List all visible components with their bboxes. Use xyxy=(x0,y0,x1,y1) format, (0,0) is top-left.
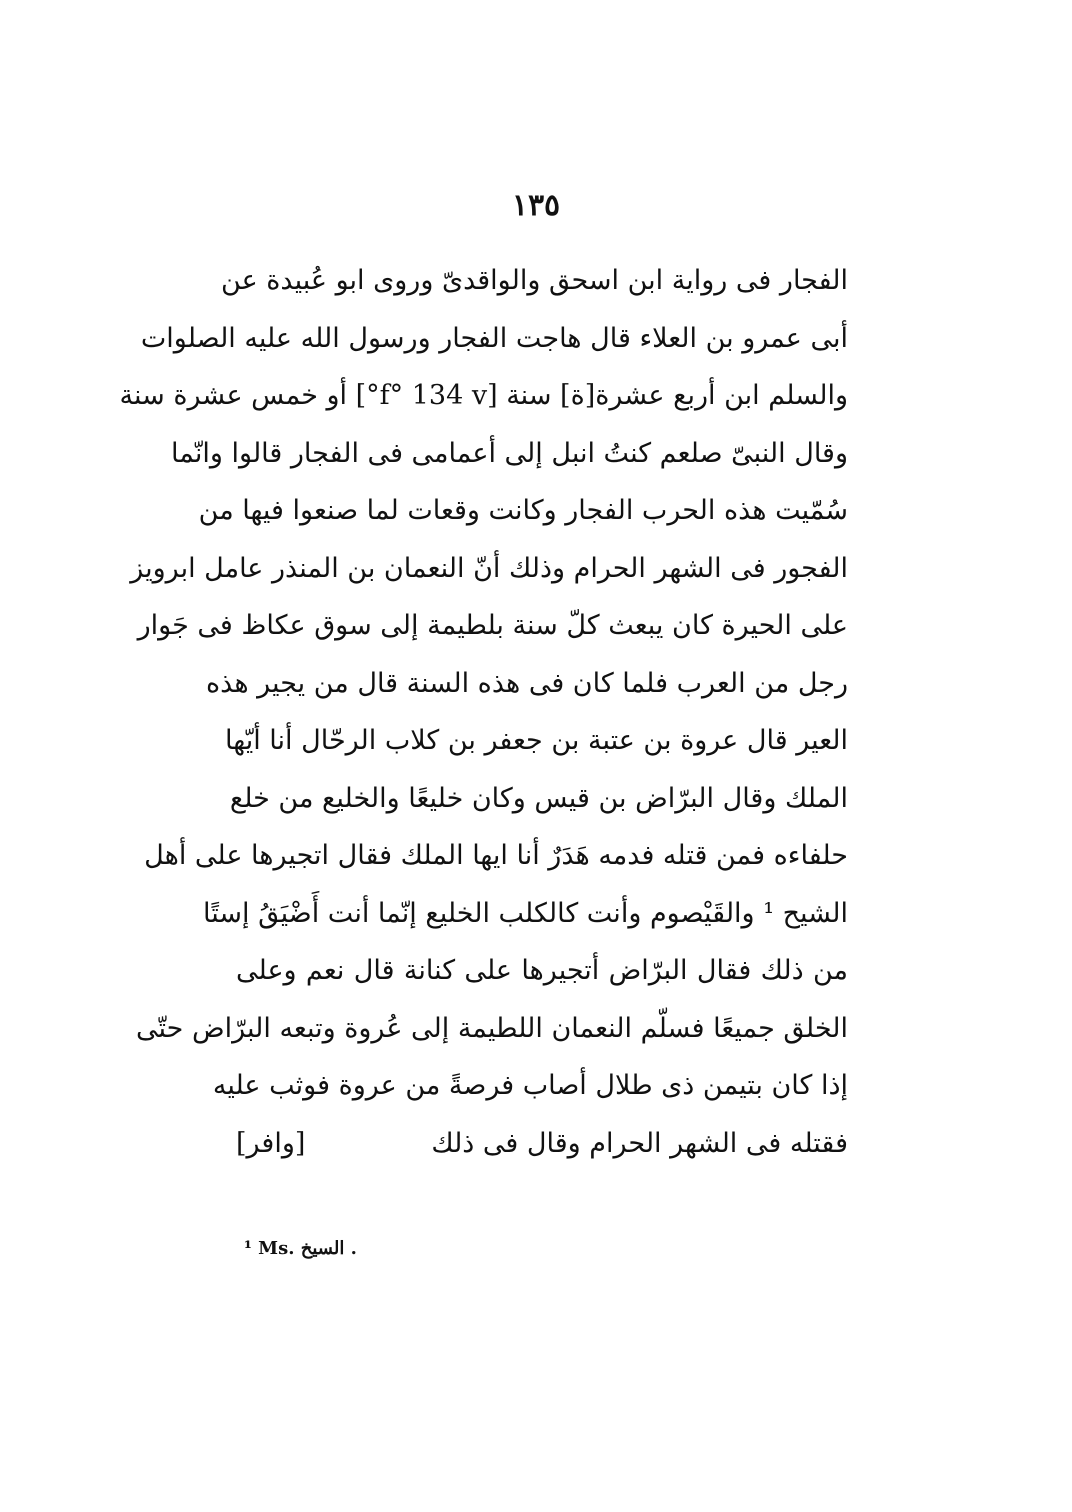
text-line: وقال النبىّ صلعم كنتُ انبل إلى أعمامى فى الفجار قالوا وانّما xyxy=(171,437,848,469)
text-line: الخلق جميعًا فسلّم النعمان اللطيمة إلى عُروة وتبعه البرّاض حتّى xyxy=(136,1012,848,1044)
last-text-line xyxy=(236,1115,848,1173)
text-line: الفجار فى رواية ابن اسحق والواقدىّ وروى ابو عُبيدة عن xyxy=(221,265,848,296)
text-line: الملك وقال البرّاض بن قيس وكان خليعًا والخليع من خلع xyxy=(229,782,848,814)
text-line: على الحيرة كان يبعث كلّ سنة بلطيمة إلى سوق عكاظ فى جَوار xyxy=(137,610,848,641)
verse-meter-tag: [وافر] xyxy=(236,1127,306,1159)
text-line: من ذلك فقال البرّاض أتجيرها على كنانة قال نعم وعلى xyxy=(236,955,848,986)
text-line: رجل من العرب فلما كان فى هذه السنة قال من يجير هذه xyxy=(206,667,848,699)
text-line: الشيح ¹ والقَيْصوم وأنت كالكلب الخليع إنّما أنت أَضْيَقُ إستًا xyxy=(203,897,848,929)
text-line: العير قال عروة بن عتبة بن جعفر بن كلاب الرحّال أنا أيّها xyxy=(225,725,848,756)
text-line: إذا كان بتيمن ذى طلال أصاب فرصةً من عروة فوثب عليه xyxy=(212,1070,848,1101)
body-text xyxy=(119,252,848,1172)
text-line: والسلم ابن أربع عشرة[ة] سنة [f° 134 v°] أو خمس عشرة سنة xyxy=(119,380,848,411)
text-line: أبى عمرو بن العلاء قال هاجت الفجار ورسول الله عليه الصلوات xyxy=(140,322,848,354)
last-line-text: فقتله فى الشهر الحرام وقال فى ذلك xyxy=(431,1127,848,1159)
text-line: سُمّيت هذه الحرب الفجار وكانت وقعات لما صنعوا فيها من xyxy=(198,495,848,526)
page-number: ١٣٥ xyxy=(511,188,561,223)
text-line: الفجور فى الشهر الحرام وذلك أنّ النعمان بن المنذر عامل ابرويز xyxy=(130,552,848,584)
footnote: ¹ Ms. السيخ . xyxy=(244,1238,357,1259)
text-line: حلفاءه فمن قتله فدمه هَدَرٌ أنا ايها الملك فقال اتجيرها على أهل xyxy=(144,840,848,871)
